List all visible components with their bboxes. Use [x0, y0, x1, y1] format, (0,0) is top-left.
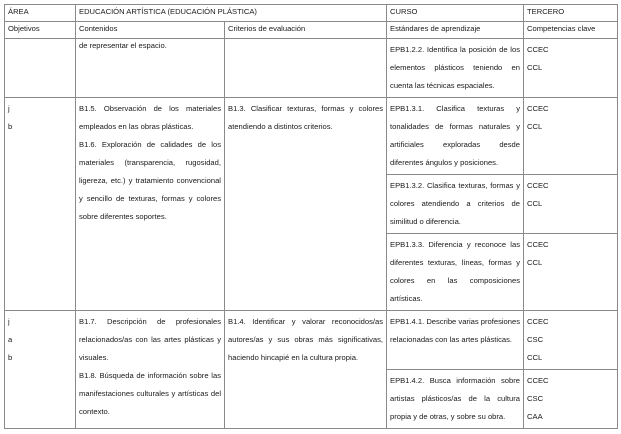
estandar-text: EPB1.2.2. Identifica la posición de los elementos plásticos teniendo en cuenta las técnicas espaciales. — [390, 45, 521, 90]
estandar-cell — [387, 39, 524, 98]
competencia-code: CCEC — [527, 317, 549, 326]
competencia-code: CCEC — [527, 240, 549, 249]
competencias-cell — [524, 311, 618, 370]
contenido-cell — [76, 311, 225, 429]
competencia-code: CCL — [527, 199, 543, 208]
contenido-text: de representar el espacio. — [79, 41, 167, 50]
estandar-text: EPB1.3.3. Diferencia y reconoce las diferentes texturas, líneas, formas y colores en las composiciones artísticas. — [390, 240, 521, 303]
criterio-text: B1.3. Clasificar texturas, formas y colores atendiendo a distintos criterios. — [228, 104, 384, 131]
table-row — [5, 311, 618, 370]
header-row-2 — [5, 22, 618, 39]
objetivos-cell — [5, 39, 76, 98]
criterio-text: B1.4. Identificar y valorar reconocidos/as autores/as y sus obras más significativas, haciendo hincapié en la cultura propia. — [228, 317, 384, 362]
contenido-text: B1.6. Exploración de calidades de los materiales (transparencia, rugosidad, ligereza, etc.) y tratamiento convencional y sencillo de texturas, formas y colores sobre diferentes soportes. — [79, 140, 221, 221]
competencia-code: CCL — [527, 258, 543, 267]
competencia-code: CCEC — [527, 181, 549, 190]
competencia-code: CCL — [527, 122, 543, 131]
objetivo-code: a — [8, 335, 13, 344]
competencias-cell — [524, 370, 618, 429]
objetivo-code: b — [8, 122, 13, 131]
contenido-cell — [76, 98, 225, 311]
competencias-cell — [524, 98, 618, 175]
subject-title: EDUCACIÓN ARTÍSTICA (EDUCACIÓN PLÁSTICA) — [76, 5, 387, 22]
contenido-text: B1.5. Observación de los materiales empleados en las obras plásticas. — [79, 104, 221, 131]
estandar-cell — [387, 175, 524, 234]
contenido-cell — [76, 39, 225, 98]
competencia-code: CCL — [527, 353, 543, 362]
contenido-text: B1.7. Descripción de profesionales relacionados/as con las artes plásticas y visuales. — [79, 317, 221, 362]
criterio-cell — [225, 98, 387, 311]
criterio-cell — [225, 39, 387, 98]
estandar-cell — [387, 234, 524, 311]
objetivo-code: j — [8, 317, 10, 326]
competencia-code: CAA — [527, 412, 543, 421]
estandar-text: EPB1.4.1. Describe varias profesiones relacionadas con las artes plásticas. — [390, 317, 521, 344]
competencia-code: CSC — [527, 394, 544, 403]
col-objetivos: Objetivos — [5, 22, 76, 39]
estandar-text: EPB1.3.1. Clasifica texturas y tonalidades de formas naturales y artificiales exploradas desde diferentes ángulos y posiciones. — [390, 104, 521, 167]
header-row-1 — [5, 5, 618, 22]
col-competencias: Competencias clave — [524, 22, 618, 39]
objetivos-cell — [5, 98, 76, 311]
competencias-cell — [524, 39, 618, 98]
estandar-text: EPB1.4.2. Busca información sobre artistas plásticos/as de la cultura propia y de otras, y sobre su obra. — [390, 376, 521, 421]
estandar-cell — [387, 311, 524, 370]
curriculum-document — [4, 4, 617, 429]
competencia-code: CCEC — [527, 45, 549, 54]
col-contenidos: Contenidos — [76, 22, 225, 39]
table-row — [5, 98, 618, 175]
area-label: ÁREA — [5, 5, 76, 22]
col-estandares: Estándares de aprendizaje — [387, 22, 524, 39]
competencia-code: CCEC — [527, 104, 549, 113]
objetivo-code: j — [8, 104, 10, 113]
curriculum-table — [4, 4, 618, 429]
competencia-code: CCEC — [527, 376, 549, 385]
col-criterios: Criterios de evaluación — [225, 22, 387, 39]
competencias-cell — [524, 234, 618, 311]
criterio-cell — [225, 311, 387, 429]
competencias-cell — [524, 175, 618, 234]
estandar-cell — [387, 98, 524, 175]
estandar-cell — [387, 370, 524, 429]
competencia-code: CCL — [527, 63, 543, 72]
estandar-text: EPB1.3.2. Clasifica texturas, formas y colores atendiendo a criterios de similitud o diferencia. — [390, 181, 521, 226]
objetivo-code: b — [8, 353, 13, 362]
course-value: TERCERO — [524, 5, 618, 22]
table-row — [5, 39, 618, 98]
competencia-code: CSC — [527, 335, 544, 344]
contenido-text: B1.8. Búsqueda de información sobre las manifestaciones culturales y artísticas del contexto. — [79, 371, 221, 416]
course-label: CURSO — [387, 5, 524, 22]
objetivos-cell — [5, 311, 76, 429]
